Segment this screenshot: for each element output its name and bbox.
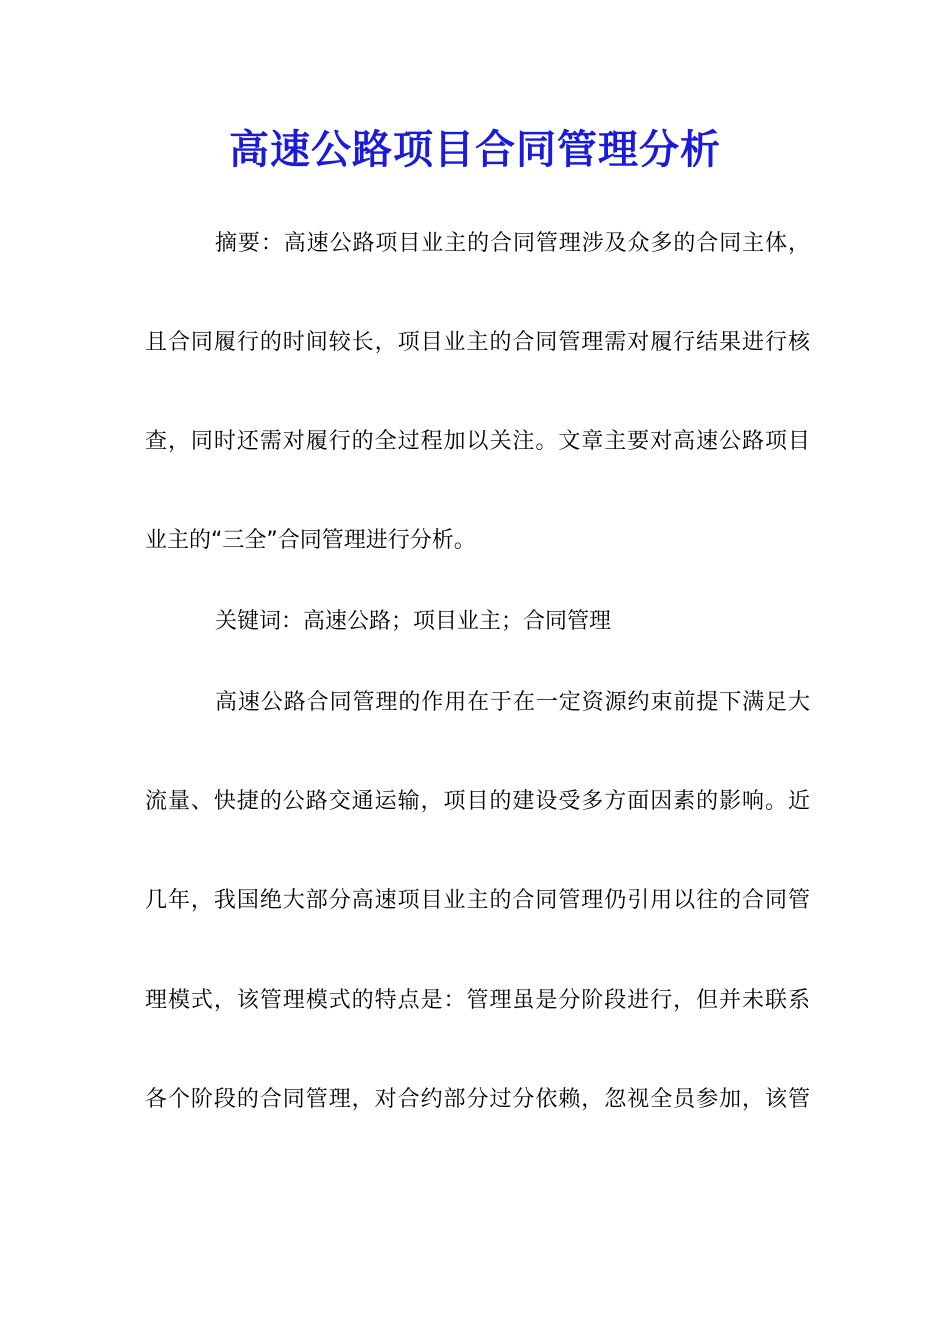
abstract-line-2: 且合同履行的时间较长，项目业主的合同管理需对履行结果进行核 <box>145 330 810 355</box>
body-line-2: 流量、快捷的公路交通运输，项目的建设受多方面因素的影响。近 <box>145 789 810 814</box>
abstract-line-1: 摘要：高速公路项目业主的合同管理涉及众多的合同主体， <box>215 231 810 256</box>
body-line-4: 理模式，该管理模式的特点是：管理虽是分阶段进行，但并未联系 <box>145 988 810 1013</box>
keywords-line: 关键词：高速公路；项目业主；合同管理 <box>215 609 612 634</box>
body-line-1: 高速公路合同管理的作用在于在一定资源约束前提下满足大 <box>215 690 810 715</box>
document-title: 高速公路项目合同管理分析 <box>229 126 721 173</box>
body-line-5: 各个阶段的合同管理，对合约部分过分依赖，忽视全员参加，该管 <box>145 1087 810 1112</box>
abstract-line-3: 查，同时还需对履行的全过程加以关注。文章主要对高速公路项目 <box>145 429 810 454</box>
abstract-line-4: 业主的“三全”合同管理进行分析。 <box>145 528 476 553</box>
body-line-3: 几年，我国绝大部分高速项目业主的合同管理仍引用以往的合同管 <box>145 888 810 913</box>
